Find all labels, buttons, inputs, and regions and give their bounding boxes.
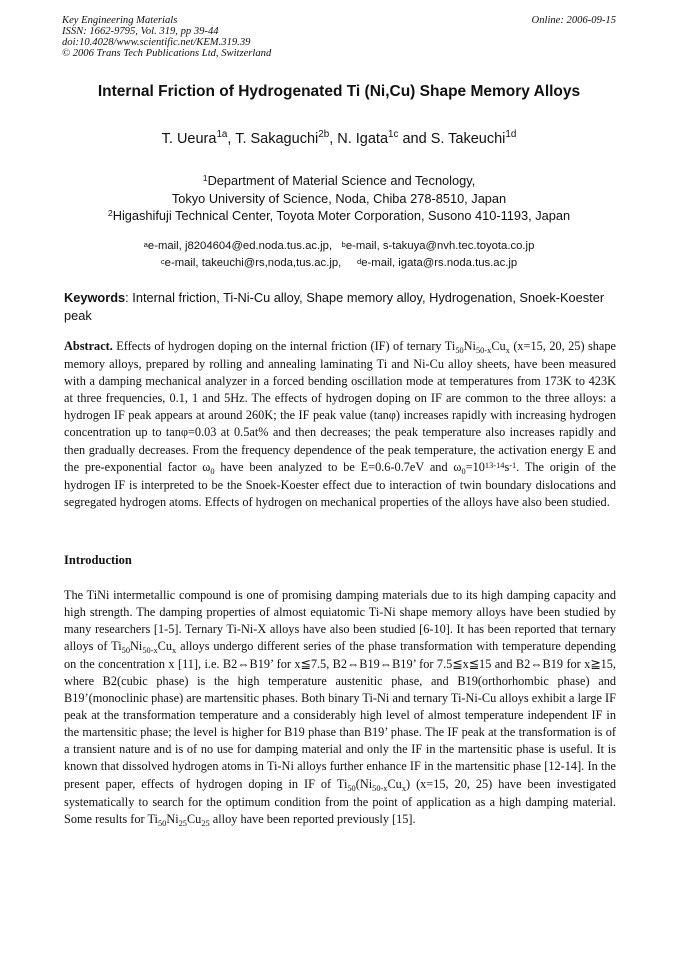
intro-text: The TiNi intermetallic compound is one of promising damping materials due to its high damping capacity and high strength. The damping properties of almost equiatomic Ti-Ni shape memory alloys have been studied by many researchers [1-5]. Ternary Ti-Ni-X alloys have also been studied [6-10]. It has been reported that ternary alloys of Ti: [64, 588, 616, 654]
journal-name: Key Engineering Materials: [62, 15, 178, 26]
subscript: 25: [178, 818, 187, 828]
subscript: x: [505, 346, 510, 355]
subscript: 50: [157, 818, 167, 828]
email-row: [40, 255, 638, 272]
affiliations: [40, 172, 638, 225]
intro-text: (Ni: [355, 776, 373, 791]
abstract-text: Effects of hydrogen doping on the internal friction (IF) of ternary Ti: [112, 339, 456, 353]
email-address: e-mail, igata@rs.noda.tus.ac.jp: [361, 257, 518, 269]
subscript: 0: [210, 466, 215, 476]
issn-line: ISSN: 1662-9795, Vol. 319, pp 39-44: [62, 26, 219, 37]
abstract-text: Cu: [491, 339, 506, 353]
abstract-text: s: [504, 459, 510, 474]
keywords-label: Keywords: [64, 290, 126, 305]
subscript: x: [401, 783, 407, 793]
introduction-body: [64, 587, 616, 829]
email-list: [40, 238, 638, 272]
author-name: N. Igata: [337, 131, 389, 147]
author-affil-mark: 2b: [318, 129, 330, 140]
abstract: [64, 338, 616, 511]
email-address: e-mail, takeuchi@rs,noda,tus.ac.jp,: [164, 257, 342, 269]
affiliation-1: [40, 172, 638, 190]
doi-line: doi:10.4028/www.scientific.net/KEM.319.39: [62, 37, 251, 48]
email-mark: c: [160, 257, 165, 266]
superscript: 13-14: [484, 460, 505, 470]
author-name: T. Sakaguchi: [235, 131, 319, 147]
affiliation-1-address: Tokyo University of Science, Noda, Chiba 278-8510, Japan: [171, 190, 507, 206]
subscript: x: [172, 646, 177, 656]
author-conjunction: and: [398, 131, 431, 147]
subscript: 50-x: [475, 346, 492, 355]
subscript: 50: [455, 346, 464, 355]
abstract-text: . The origin of the hydrogen IF is interpreted to be the Snoek-Koester effect due to interaction of twin boundary dislocations and segregated hydrogen atoms. Effects of hydrogen on mechanical properties of the alloys have also been studied.: [64, 459, 617, 509]
keywords-text: : Internal friction, Ti-Ni-Cu alloy, Shape memory alloy, Hydrogenation, Snoek-Koester peak: [64, 290, 605, 323]
email-address: e-mail, s-takuya@nvh.tec.toyota.co.jp: [345, 240, 535, 252]
journal-header: [62, 15, 616, 59]
intro-text: Ni: [130, 639, 143, 654]
intro-text: alloys undergo different series of the phase transformation with temperature depending on the concentration x [11], i.e. B2⇔B19’ for x≦7.5, B2⇔B19⇔B19’ for 7.5≦x≦15 and B2⇔B19 for x≧15, where B2(cubic phase) is the high temperature austenitic phase, and B19(orthorhombic phase) and B19’(monoclinic phase) are martensitic phases. Both binary Ti-Ni and ternary Ti-Ni-Cu alloys exhibit a large IF peak at the transformation temperature and a considerably high level of almost temperature independent IF in the martensitic phase; the level is higher for B19 phase than B19’ phase. The IF peak at the transformation is of a transient nature and is of no use for damping material and only the IF in the martensitic phase is useful. It is known that dissolved hydrogen atoms in Ti-Ni alloys further enhance IF in the martensitic phase [12-14]. In the present paper, effects of hydrogen doping in IF of Ti: [64, 639, 616, 791]
abstract-text: have been analyzed to be E=0.6-0.7eV and ω: [214, 459, 462, 474]
subscript: 50: [121, 646, 131, 656]
affil-text: Higashifuji Technical Center, Toyota Moter Corporation, Susono 410-1193, Japan: [112, 208, 571, 223]
section-heading-introduction: Introduction: [64, 553, 132, 567]
author-name: T. Ueura: [161, 131, 217, 147]
copyright-line: © 2006 Trans Tech Publications Ltd, Switzerland: [62, 48, 272, 59]
intro-text: ) (x=15, 20, 25) have been investigated systematically to search for the optimum condition from the point of application as a high damping material. Some results for Ti: [64, 776, 616, 826]
abstract-text: (x=15, 20, 25) shape memory alloys, prepared by rolling and annealing laminating Ti and Ni-Cu alloy sheets, have been measured with a damping mechanical analyzer in a forced bending oscillation mode at temperatures from 173K to 423K at three frequencies, 0.1, 1 and 5Hz. The effects of hydrogen doping on IF are common to the three alloys: a hydrogen IF peak appears at around 260K; the IF peak value (tanφ) increases rapidly with increasing hydrogen concentration up to tanφ=0.03 at 0.5at% and then decreases; the peak temperature also increases rapidly and then gradually decreases. From the frequency dependence of the peak temperature, the activation energy E and the pre-exponential factor ω: [64, 339, 616, 474]
author-affil-mark: 1a: [216, 129, 228, 140]
intro-text: Cu: [157, 639, 173, 654]
subscript: 50-x: [142, 646, 158, 656]
author-affil-mark: 1d: [505, 129, 517, 140]
subscript: 25: [201, 818, 210, 828]
intro-text: Cu: [387, 776, 402, 791]
email-row: [40, 238, 638, 255]
author-affil-mark: 1c: [388, 129, 399, 140]
author-list: T. Ueura$^{1a}$, T. Sakaguchi$^{2b}$, N. Igata$^{1c}$ and S. Takeuchi$^{1d}$: [161, 129, 517, 147]
online-date: Online: 2006-09-15: [531, 15, 616, 26]
paper-title: Internal Friction of Hydrogenated Ti (Ni,Cu) Shape Memory Alloys: [97, 83, 581, 100]
affil-mark: 2: [107, 208, 113, 218]
subscript: 50: [347, 783, 356, 793]
subscript: 0: [461, 466, 466, 476]
email-mark: a: [143, 240, 148, 249]
affil-text: Department of Material Science and Tecnology,: [207, 173, 476, 188]
intro-text: Cu: [186, 811, 202, 826]
affiliation-2: [40, 207, 638, 225]
abstract-text: Ni: [463, 339, 476, 353]
intro-text: Ni: [166, 811, 179, 826]
abstract-label: Abstract.: [64, 339, 113, 353]
superscript: -1: [509, 460, 517, 470]
email-mark: d: [356, 257, 362, 266]
email-mark: b: [341, 240, 346, 249]
subscript: 50-x: [372, 783, 388, 793]
intro-text: alloy have been reported previously [15].: [209, 811, 416, 826]
affil-mark: 1: [202, 173, 208, 183]
keywords: [64, 289, 618, 325]
email-address: e-mail, j8204604@ed.noda.tus.ac.jp,: [147, 240, 333, 252]
abstract-text: =10: [465, 459, 485, 474]
author-name: S. Takeuchi: [430, 131, 506, 147]
